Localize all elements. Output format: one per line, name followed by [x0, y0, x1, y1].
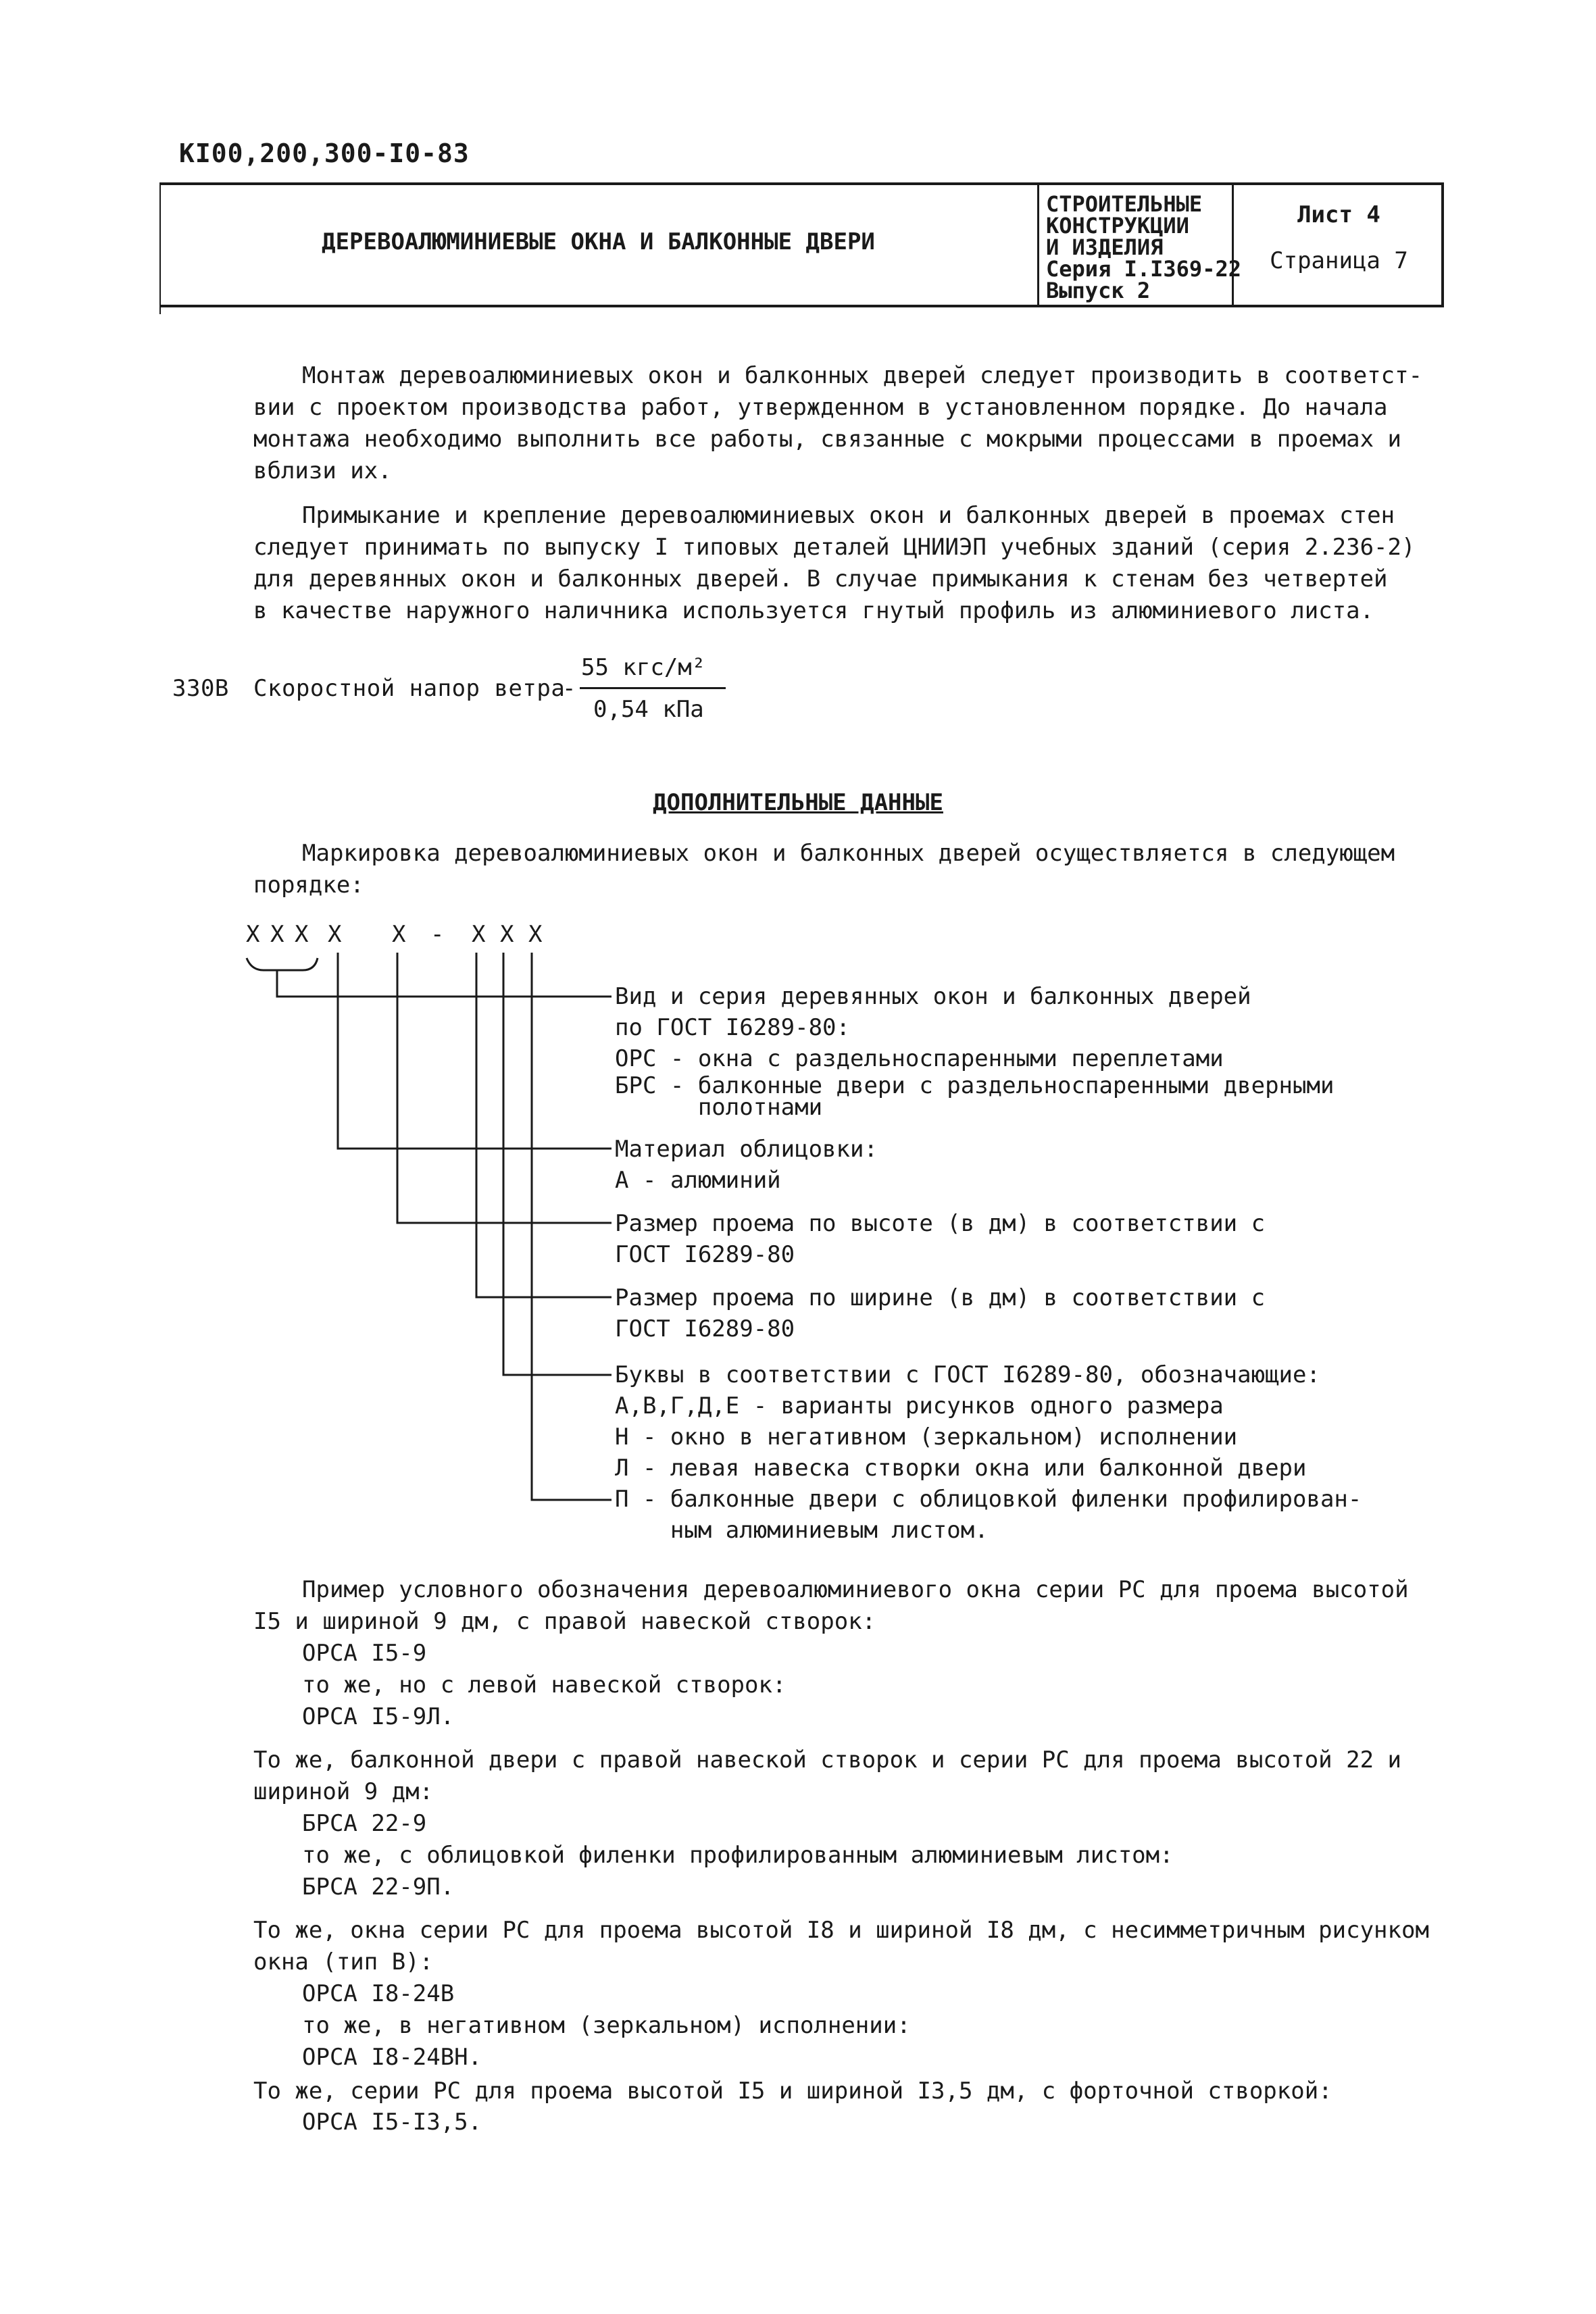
- example-block: [302, 2107, 1437, 2138]
- leader-line: [277, 970, 612, 997]
- leader-line: [503, 953, 612, 1375]
- scheme-label: полотнами: [615, 1094, 823, 1121]
- example-code: ОРСА I5-9: [302, 1640, 427, 1667]
- example-code: БРСА 22-9: [302, 1810, 427, 1837]
- text-line: в качестве наружного наличника используется гнутый профиль из алюминиевого листа.: [253, 597, 1374, 624]
- text-line: Примыкание и крепление деревоалюминиевых окон и балконных дверей в проемах стен: [302, 502, 1395, 529]
- text-line: вблизи их.: [253, 457, 392, 484]
- wind-dash: -: [562, 675, 576, 702]
- leader-line: [476, 953, 612, 1297]
- bracket-line: [247, 958, 318, 970]
- wind-tag: 330В: [172, 675, 229, 702]
- text-line: окна (тип В):: [253, 1948, 434, 1976]
- wind-value-kpa: 0,54 кПа: [593, 696, 704, 723]
- series-line: Выпуск 2: [1046, 278, 1151, 303]
- pattern-dash: -: [430, 921, 445, 948]
- series-line: КОНСТРУКЦИИ: [1046, 213, 1189, 238]
- pattern-char: Х: [246, 921, 260, 948]
- scheme-label: Материал облицовки:: [615, 1136, 878, 1163]
- text-line: То же, серии РС для проема высотой I5 и шириной I3,5 дм, с форточной створкой:: [253, 2078, 1332, 2105]
- sheet-number: Лист 4: [1297, 201, 1380, 228]
- scheme-label: П - балконные двери с облицовкой филенки профилирован-: [615, 1486, 1362, 1513]
- example-code: ОРСА I8-24ВН.: [302, 2044, 482, 2071]
- wind-value-kgs: 55 кгс/м²: [581, 654, 706, 681]
- example-block: [253, 1915, 1429, 1978]
- scheme-label: А - алюминий: [615, 1167, 781, 1194]
- scheme-label: Н - окно в негативном (зеркальном) исполнении: [615, 1424, 1238, 1451]
- text-line: монтажа необходимо выполнить все работы, связанные с мокрыми процессами в проемах и: [253, 426, 1401, 453]
- scheme-label: ГОСТ I6289-80: [615, 1315, 795, 1342]
- scheme-label: по ГОСТ I6289-80:: [615, 1014, 850, 1041]
- text-line: вии с проектом производства работ, утвержденном в установленном порядке. До начала: [253, 394, 1388, 421]
- text-line: то же, с облицовкой филенки профилированным алюминиевым листом:: [302, 1842, 1174, 1869]
- example-code: БРСА 22-9П.: [302, 1873, 455, 1901]
- text-line: порядке:: [253, 872, 364, 899]
- text-line: То же, окна серии РС для проема высотой I8 и шириной I8 дм, с несимметричным рисунком: [253, 1917, 1429, 1944]
- leader-line: [338, 953, 612, 1149]
- scheme-label: Размер проема по высоте (в дм) в соответствии с: [615, 1210, 1266, 1237]
- scheme-label: БРС - балконные двери с раздельноспаренными дверными: [615, 1072, 1335, 1099]
- example-code: ОРСА I8-24В: [302, 1980, 455, 2007]
- example-block: [302, 1978, 1437, 2073]
- scheme-label: Буквы в соответствии с ГОСТ I6289-80, обозначающие:: [615, 1361, 1320, 1388]
- text-line: для деревянных окон и балконных дверей. В случае примыкания к стенам без четвертей: [253, 565, 1388, 593]
- wind-label: Скоростной напор ветра: [253, 675, 566, 702]
- page-number: Страница 7: [1270, 247, 1408, 274]
- example-block: [302, 1638, 1437, 1733]
- example-block: [302, 1808, 1437, 1903]
- document-title: ДЕРЕВОАЛЮМИНИЕВЫЕ ОКНА И БАЛКОННЫЕ ДВЕРИ: [322, 228, 875, 255]
- example-code: ОРСА I5-I3,5.: [302, 2109, 482, 2136]
- pattern-char: Х: [500, 921, 514, 948]
- pattern-char: Х: [472, 921, 486, 948]
- scheme-label: ГОСТ I6289-80: [615, 1241, 795, 1268]
- text-line: шириной 9 дм:: [253, 1778, 434, 1805]
- text-line: то же, в негативном (зеркальном) исполнении:: [302, 2012, 911, 2039]
- scheme-label: Л - левая навеска створки окна или балконной двери: [615, 1455, 1307, 1482]
- scheme-label: Размер проема по ширине (в дм) в соответствии с: [615, 1284, 1266, 1311]
- pattern-char: Х: [295, 921, 309, 948]
- document-code: КI00,200,300-I0-83: [179, 139, 470, 168]
- leader-line: [532, 953, 612, 1500]
- example-block: [253, 1744, 1401, 1808]
- text-line: Монтаж деревоалюминиевых окон и балконных дверей следует производить в соответст-: [302, 362, 1423, 389]
- scheme-label: ным алюминиевым листом.: [615, 1517, 989, 1544]
- series-line: Серия I.I369-22: [1046, 256, 1241, 282]
- series-line: И ИЗДЕЛИЯ: [1046, 234, 1164, 260]
- text-line: Пример условного обозначения деревоалюминиевого окна серии РС для проема высотой: [302, 1576, 1409, 1603]
- text-line: то же, но с левой навеской створок:: [302, 1671, 787, 1699]
- pattern-char: Х: [328, 921, 342, 948]
- pattern-char: Х: [270, 921, 284, 948]
- example-code: ОРСА I5-9Л.: [302, 1703, 455, 1730]
- scheme-label: ОРС - окна с раздельноспаренными переплетами: [615, 1045, 1224, 1072]
- text-line: То же, балконной двери с правой навеской створок и серии РС для проема высотой 22 и: [253, 1746, 1401, 1774]
- scheme-label: Вид и серия деревянных окон и балконных дверей: [615, 983, 1251, 1010]
- pattern-char: Х: [528, 921, 543, 948]
- series-line: СТРОИТЕЛЬНЫЕ: [1046, 191, 1203, 217]
- text-line: Маркировка деревоалюминиевых окон и балконных дверей осуществляется в следующем: [302, 840, 1395, 867]
- example-block: [253, 2076, 1389, 2107]
- text-line: следует принимать по выпуску I типовых деталей ЦНИИЭП учебных зданий (серия 2.236-2): [253, 534, 1416, 561]
- example-block: [253, 1574, 1409, 1638]
- scheme-label: А,В,Г,Д,Е - варианты рисунков одного размера: [615, 1392, 1224, 1419]
- text-line: I5 и шириной 9 дм, с правой навеской створок:: [253, 1608, 876, 1635]
- additional-data-heading: ДОПОЛНИТЕЛЬНЫЕ ДАННЫЕ: [653, 789, 943, 816]
- pattern-char: Х: [392, 921, 406, 948]
